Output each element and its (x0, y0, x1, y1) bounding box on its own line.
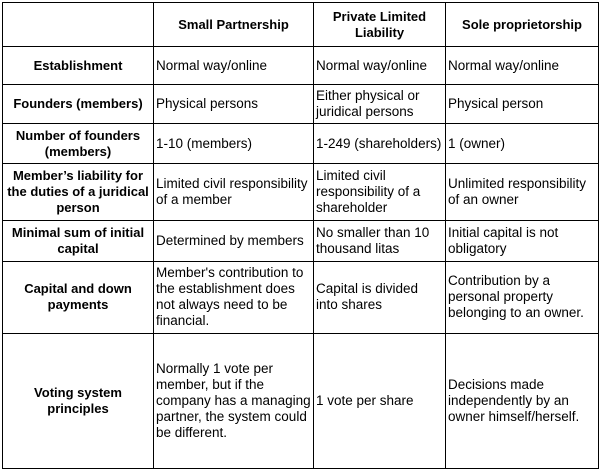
table-row (3, 47, 599, 85)
row-header-founders: Founders (members) (3, 85, 154, 124)
table-cell: Decisions made independently by an owner himself/herself. (446, 333, 599, 468)
header-row (3, 3, 599, 47)
row-header-establishment: Establishment (3, 47, 154, 85)
table-cell: 1 vote per share (314, 333, 446, 468)
column-header-small-partnership: Small Partnership (154, 3, 314, 47)
row-header-voting-system: Voting system principles (3, 333, 154, 468)
row-header-members-liability: Member’s liability for the duties of a juridical person (3, 164, 154, 221)
table-cell: No smaller than 10 thousand litas (314, 221, 446, 261)
table-cell: Capital is divided into shares (314, 261, 446, 333)
table-row (3, 261, 599, 333)
table-cell: 1-10 (members) (154, 124, 314, 164)
table-cell: Physical persons (154, 85, 314, 124)
table-row (3, 333, 599, 468)
table-cell: 1 (owner) (446, 124, 599, 164)
table-cell: Determined by members (154, 221, 314, 261)
table-cell: Limited civil responsibility of a member (154, 164, 314, 221)
table-row (3, 164, 599, 221)
table-cell: Physical person (446, 85, 599, 124)
row-header-number-of-founders: Number of founders (members) (3, 124, 154, 164)
corner-cell (3, 3, 154, 47)
table-row (3, 85, 599, 124)
comparison-table (2, 2, 599, 469)
table-cell: 1-249 (shareholders) (314, 124, 446, 164)
table-cell: Member's contribution to the establishment does not always need to be financial. (154, 261, 314, 333)
table-cell: Initial capital is not obligatory (446, 221, 599, 261)
column-header-private-limited-liability: Private Limited Liability (314, 3, 446, 47)
table-row (3, 221, 599, 261)
table-cell: Normal way/online (154, 47, 314, 85)
table-row (3, 124, 599, 164)
table-cell: Contribution by a personal property belonging to an owner. (446, 261, 599, 333)
table-cell: Normally 1 vote per member, but if the company has a managing partner, the system could be different. (154, 333, 314, 468)
table-cell: Limited civil responsibility of a shareholder (314, 164, 446, 221)
table-cell: Normal way/online (314, 47, 446, 85)
column-header-sole-proprietorship: Sole proprietorship (446, 3, 599, 47)
row-header-minimal-sum: Minimal sum of initial capital (3, 221, 154, 261)
table-cell: Normal way/online (446, 47, 599, 85)
table-cell: Unlimited responsibility of an owner (446, 164, 599, 221)
row-header-capital-and-down-payments: Capital and down payments (3, 261, 154, 333)
table-cell: Either physical or juridical persons (314, 85, 446, 124)
